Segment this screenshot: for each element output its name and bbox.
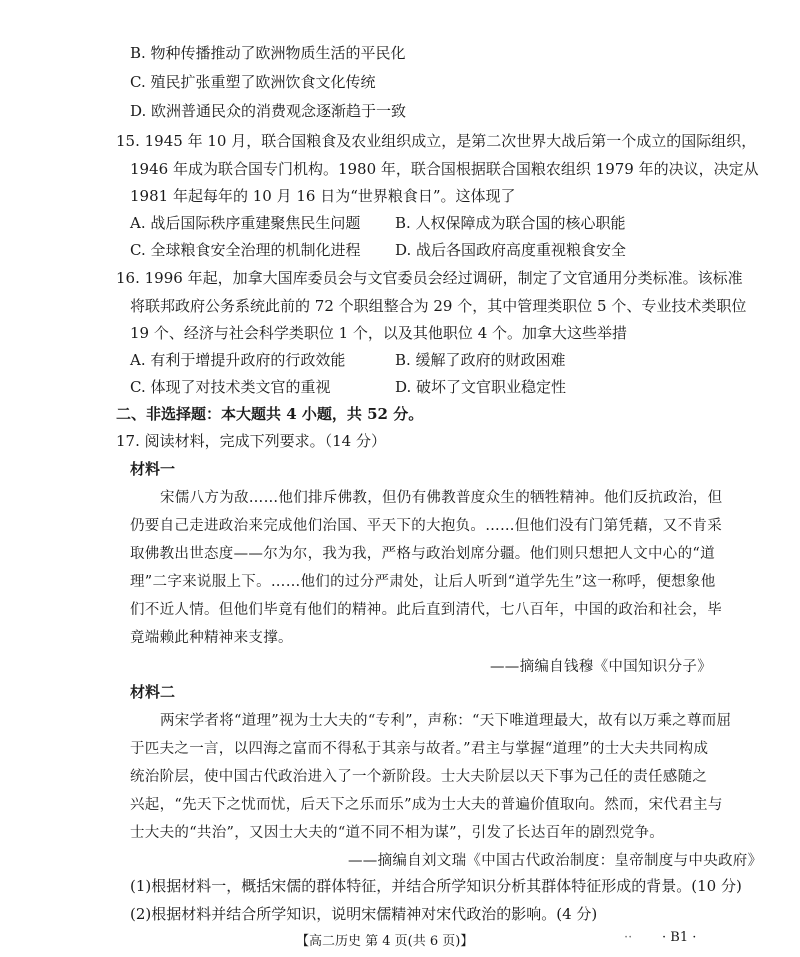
material-2-line-4: 兴起，“先天下之忧而忧，后天下之乐而乐”成为士大夫的普遍价值取向。然而，宋代君主与 <box>130 797 723 813</box>
material-2-line-5: 士大夫的“共治”，又因士大夫的“道不同不相为谋”，引发了长达百年的剧烈党争。 <box>130 825 665 841</box>
material-1-line-3: 取佛教出世态度——尔为尔，我为我，严格与政治划席分疆。他们则只想把人文中心的“道 <box>130 546 715 562</box>
q15-stem-line-1: 15. 1945 年 10 月，联合国粮食及农业组织成立，是第二次世界大战后第一个成立的国际组织， <box>116 132 757 150</box>
q15-option-c: C. 全球粮食安全治理的机制化进程 <box>130 241 361 259</box>
material-2-line-2: 于匹夫之一言，以四海之富而不得私于其亲与故者。”君主与掌握“道理”的士大夫共同构成 <box>130 741 709 757</box>
section-heading: 二、非选择题：本大题共 4 小题，共 52 分。 <box>116 405 424 423</box>
footer-mark: ·· <box>624 930 633 945</box>
material-1-line-1: 宋儒八方为敌……他们排斥佛教，但仍有佛教普度众生的牺牲精神。他们反抗政治，但 <box>160 490 723 506</box>
material-1-line-2: 仍要自己走进政治来完成他们治国、平天下的大抱负。……但他们没有门第凭藉，又不肯采 <box>130 518 722 534</box>
material-1-line-6: 竟端赖此种精神来支撑。 <box>130 630 293 646</box>
q15-option-a: A. 战后国际秩序重建聚焦民生问题 <box>130 214 361 232</box>
material-2-line-1: 两宋学者将“道理”视为士大夫的“专利”，声称：“天下唯道理最大，故有以万乘之尊而屈 <box>160 713 732 729</box>
q16-option-c: C. 体现了对技术类文官的重视 <box>130 378 331 396</box>
q16-stem-line-2: 将联邦政府公务系统此前的 72 个职组整合为 29 个，其中管理类职位 5 个、专业技术类职位 <box>130 297 747 315</box>
material-1-source: ——摘编自钱穆《中国知识分子》 <box>490 659 712 675</box>
q17-subquestion-2: (2)根据材料并结合所学知识，说明宋儒精神对宋代政治的影响。(4 分) <box>130 905 598 923</box>
q16-option-a: A. 有利于增提升政府的行政效能 <box>130 351 346 369</box>
q16-option-b: B. 缓解了政府的财政困难 <box>395 351 566 369</box>
option-prev-b: B. 物种传播推动了欧洲物质生活的平民化 <box>130 44 406 62</box>
q15-stem-line-3: 1981 年起每年的 10 月 16 日为“世界粮食日”。这体现了 <box>130 187 516 205</box>
q17-subquestion-1: (1)根据材料一，概括宋儒的群体特征，并结合所学知识分析其群体特征形成的背景。(10 分) <box>130 877 742 895</box>
option-prev-d: D. 欧洲普通民众的消费观念逐渐趋于一致 <box>130 102 407 120</box>
option-prev-c: C. 殖民扩张重塑了欧洲饮食文化传统 <box>130 73 376 91</box>
footer-page-info: 【高二历史 第 4 页(共 6 页)】 <box>296 934 474 949</box>
material-2-line-3: 统治阶层，使中国古代政治进入了一个新阶段。士大夫阶层以天下事为己任的责任感随之 <box>130 769 708 785</box>
material-1-title: 材料一 <box>130 460 176 478</box>
q15-stem-line-2: 1946 年成为联合国专门机构。1980 年，联合国根据联合国粮农组织 1979 年的决议，决定从 <box>130 160 759 178</box>
material-1-line-4: 理”二字来说服上下。……他们的过分严肃处，让后人听到“道学先生”这一称呼，便想象他 <box>130 574 716 590</box>
q16-option-d: D. 破坏了文官职业稳定性 <box>395 378 567 396</box>
q16-stem-line-3: 19 个、经济与社会科学类职位 1 个，以及其他职位 4 个。加拿大这些举措 <box>130 324 628 342</box>
q15-option-b: B. 人权保障成为联合国的核心职能 <box>395 214 626 232</box>
material-2-title: 材料二 <box>130 683 176 701</box>
material-2-source: ——摘编自刘文瑞《中国古代政治制度：皇帝制度与中央政府》 <box>348 853 763 869</box>
q15-option-d: D. 战后各国政府高度重视粮食安全 <box>395 241 627 259</box>
q17-stem: 17. 阅读材料，完成下列要求。（14 分） <box>116 432 386 450</box>
material-1-line-5: 们不近人情。但他们毕竟有他们的精神。此后直到清代，七八百年，中国的政治和社会，毕 <box>130 602 722 618</box>
footer-code: · B1 · <box>662 930 697 945</box>
q16-stem-line-1: 16. 1996 年起，加拿大国库委员会与文官委员会经过调研，制定了文官通用分类标准。该标准 <box>116 269 743 287</box>
